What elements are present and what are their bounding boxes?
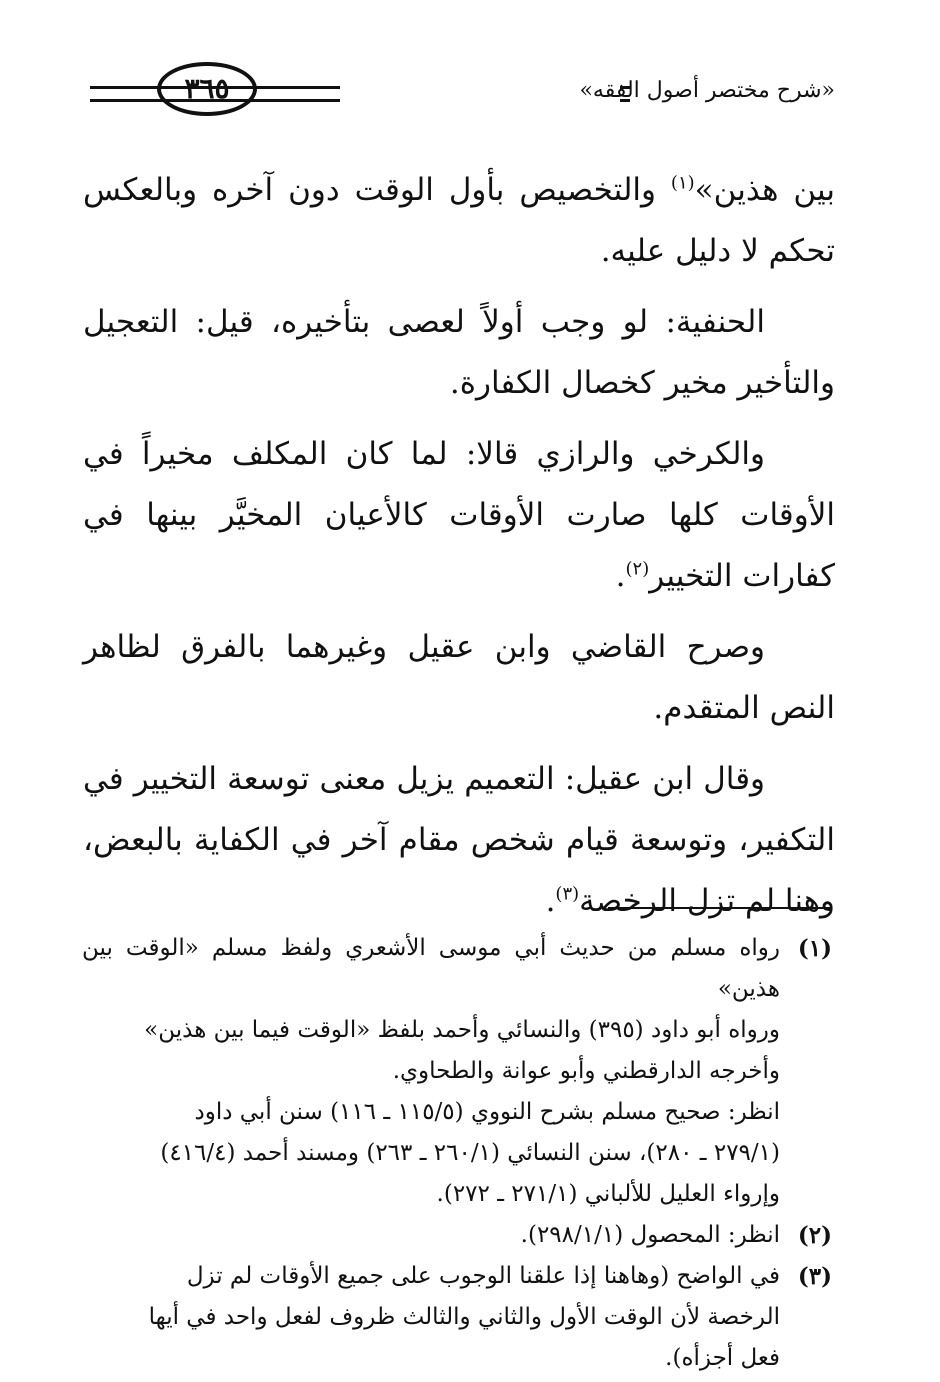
paragraph-text: وقال ابن عقيل: التعميم يزيل معنى توسعة التخيير في التكفير، وتوسعة قيام شخص مقام آخر في الكفاية بالبعض، وهنا لم تزل الرخصة [83,761,835,919]
paragraph-text: والكرخي والرازي قالا: لما كان المكلف مخيراً في الأوقات كلها صارت الأوقات كالأعيان المخيَّر بينها في كفارات التخيير [83,436,835,594]
page-number: ٣٦٥ [157,62,257,116]
footnote-line: فعل أجزأه). [665,1345,780,1371]
footnote-line: انظر: صحيح مسلم بشرح النووي (١١٥/٥ ـ ١١٦) سنن أبي داود [194,1099,780,1125]
footnote-line: انظر: المحصول (٢٩٨/١/١). [520,1222,780,1248]
paragraph [83,617,835,739]
paragraph-text: والتخصيص بأول الوقت دون آخره وبالعكس تحكم لا دليل عليه. [83,172,835,269]
paragraph [83,749,835,932]
footnote-line: رواه مسلم من حديث أبي موسى الأشعري ولفظ مسلم «الوقت بين هذين» [82,935,780,1002]
paragraph-text: وصرح القاضي وابن عقيل وغيرهما بالفرق لظاهر النص المتقدم. [83,629,835,726]
footnote [82,1256,832,1379]
paragraph-text: . [545,883,556,919]
footnote-number: (٢) [797,1222,832,1249]
paragraph-text: بين هذين» [694,172,835,208]
paragraph-text: الحنفية: لو وجب أولاً لعصى بتأخيره، قيل: التعجيل والتأخير مخير كخصال الكفارة. [83,304,835,401]
footnote [82,1215,832,1256]
paragraph [83,292,835,414]
footnote-number: (٣) [797,1263,832,1290]
footnote-line: ورواه أبو داود (٣٩٥) والنسائي وأحمد بلفظ «الوقت فيما بين هذين» [144,1017,780,1043]
footnotes [82,928,832,1379]
footnote-reference: (٢) [625,558,650,580]
footnote-reference: (٣) [555,883,580,905]
paragraph-text: . [615,558,626,594]
footnote-separator [608,907,832,909]
footnote-reference: (١) [670,172,695,194]
page-header [85,62,835,122]
footnote-line: في الواضح (وهاهنا إذا علقنا الوجوب على جميع الأوقات لم تزل [186,1263,780,1289]
paragraph [83,424,835,607]
footnote-line: وإرواء العليل للألباني (٢٧١/١ ـ ٢٧٢). [436,1181,780,1207]
footnote [82,928,832,1215]
footnote-line: (٢٧٩/١ ـ ٢٨٠)، سنن النسائي (٢٦٠/١ ـ ٢٦٣) ومسند أحمد (٤١٦/٤) [160,1140,780,1166]
paragraph [83,160,835,282]
main-text [83,160,835,938]
footnote-line: وأخرجه الدارقطني وأبو عوانة والطحاوي. [392,1058,780,1084]
footnote-line: الرخصة لأن الوقت الأول والثاني والثالث ظروف لفعل واحد في أيها [148,1304,780,1330]
book-title: «شرح مختصر أصول الفقه» [579,78,835,103]
footnote-number: (١) [797,935,832,962]
